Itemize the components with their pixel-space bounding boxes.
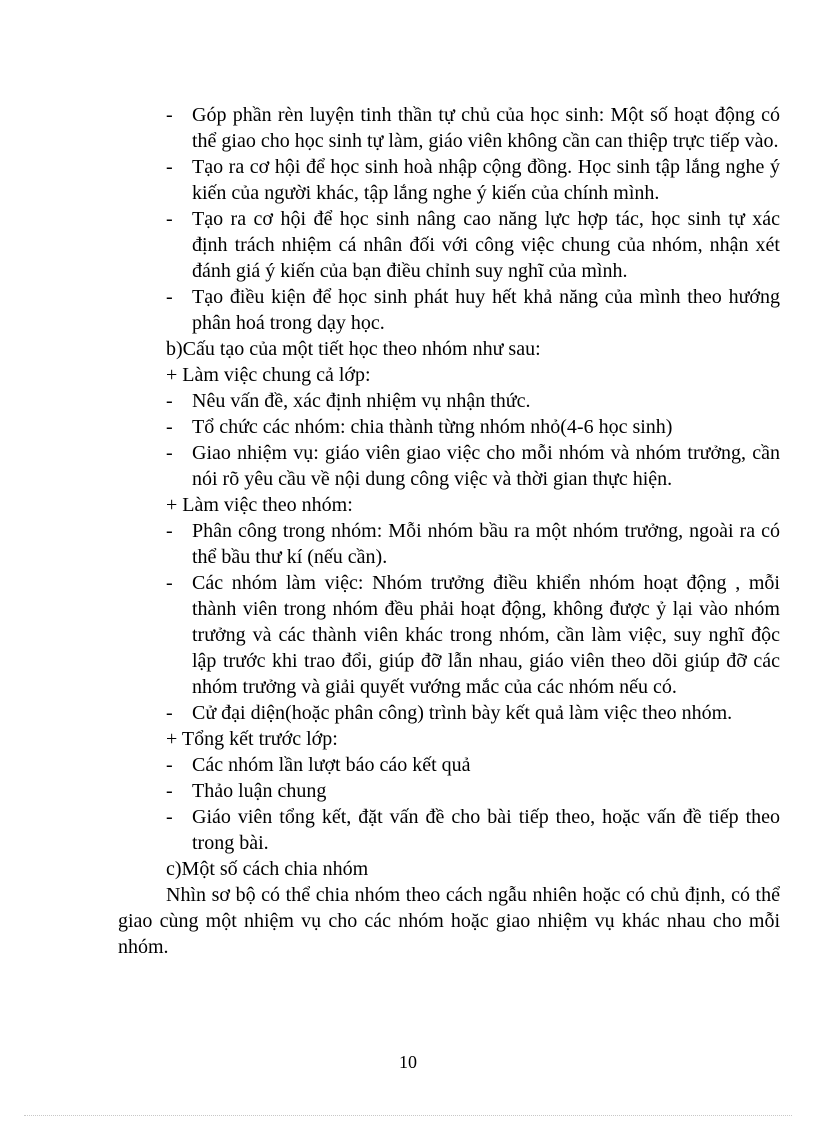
bullet-dash: -	[166, 806, 173, 828]
bullet-item	[118, 414, 780, 440]
bullet-item	[118, 804, 780, 856]
bullet-item	[118, 778, 780, 804]
footer-divider	[24, 1115, 792, 1116]
subsection-heading: + Làm việc theo nhóm:	[166, 494, 353, 516]
bullet-item	[118, 700, 780, 726]
bullet-item	[118, 570, 780, 700]
bullet-dash: -	[166, 390, 173, 412]
bullet-dash: -	[166, 208, 173, 230]
bullet-text: Nêu vấn đề, xác định nhiệm vụ nhận thức.	[192, 390, 531, 412]
bullet-item	[118, 440, 780, 492]
bullet-item	[118, 284, 780, 336]
bullet-item	[118, 752, 780, 778]
page-number: 10	[399, 1052, 417, 1072]
section-heading: c)Một số cách chia nhóm	[166, 858, 369, 880]
bullet-text: Tạo ra cơ hội để học sinh hoà nhập cộng đồng. Học sinh tập lắng nghe ý kiến của người khác, tập lắng nghe ý kiến của chính mình.	[192, 156, 780, 204]
bullet-item	[118, 388, 780, 414]
bullet-dash: -	[166, 442, 173, 464]
bullet-dash: -	[166, 520, 173, 542]
section-heading: b)Cấu tạo của một tiết học theo nhóm như sau:	[166, 338, 541, 360]
bullet-text: Cử đại diện(hoặc phân công) trình bày kết quả làm việc theo nhóm.	[192, 702, 733, 724]
bullet-text: Các nhóm làm việc: Nhóm trưởng điều khiển nhóm hoạt động , mỗi thành viên trong nhóm đều phải hoạt động, không được ỷ lại vào nhóm trưởng và các thành viên khác trong nhóm, cần làm việc, suy nghĩ độc lập trước khi trao đổi, giúp đỡ lẫn nhau, giáo viên theo dõi giúp đỡ các nhóm trưởng và giải quyết vướng mắc của các nhóm nếu có.	[192, 572, 780, 698]
document-body	[118, 102, 780, 960]
bullet-text: Thảo luận chung	[192, 780, 327, 802]
bullet-text: Góp phần rèn luyện tinh thần tự chủ của học sinh: Một số hoạt động có thể giao cho học sinh tự làm, giáo viên không cần can thiệp trực tiếp vào.	[192, 104, 780, 152]
bullet-dash: -	[166, 156, 173, 178]
bullet-dash: -	[166, 286, 173, 308]
bullet-text: Giao nhiệm vụ: giáo viên giao việc cho mỗi nhóm và nhóm trưởng, cần nói rõ yêu cầu về nội dung công việc và thời gian thực hiện.	[192, 442, 780, 490]
bullet-text: Phân công trong nhóm: Mỗi nhóm bầu ra một nhóm trưởng, ngoài ra có thể bầu thư kí (nếu cần).	[192, 520, 780, 568]
bullet-text: Các nhóm lần lượt báo cáo kết quả	[192, 754, 471, 776]
bullet-text: Giáo viên tổng kết, đặt vấn đề cho bài tiếp theo, hoặc vấn đề tiếp theo trong bài.	[192, 806, 780, 854]
subsection-heading: + Làm việc chung cả lớp:	[166, 364, 371, 386]
bullet-dash: -	[166, 702, 173, 724]
body-paragraph: Nhìn sơ bộ có thể chia nhóm theo cách ngẫu nhiên hoặc có chủ định, có thể giao cùng một nhiệm vụ cho các nhóm hoặc giao nhiệm vụ khác nhau cho mỗi nhóm.	[118, 884, 780, 958]
bullet-item	[118, 154, 780, 206]
bullet-item	[118, 518, 780, 570]
subsection-heading: + Tổng kết trước lớp:	[166, 728, 338, 750]
bullet-dash: -	[166, 104, 173, 126]
bullet-text: Tạo ra cơ hội để học sinh nâng cao năng lực hợp tác, học sinh tự xác định trách nhiệm cá nhân đối với công việc chung của nhóm, nhận xét đánh giá ý kiến của bạn điều chỉnh suy nghĩ của mình.	[192, 208, 780, 282]
bullet-text: Tổ chức các nhóm: chia thành từng nhóm nhỏ(4-6 học sinh)	[192, 416, 673, 438]
bullet-dash: -	[166, 572, 173, 594]
bullet-text: Tạo điều kiện để học sinh phát huy hết khả năng của mình theo hướng phân hoá trong dạy học.	[192, 286, 780, 334]
bullet-item	[118, 102, 780, 154]
bullet-dash: -	[166, 416, 173, 438]
bullet-dash: -	[166, 780, 173, 802]
bullet-dash: -	[166, 754, 173, 776]
bullet-item	[118, 206, 780, 284]
